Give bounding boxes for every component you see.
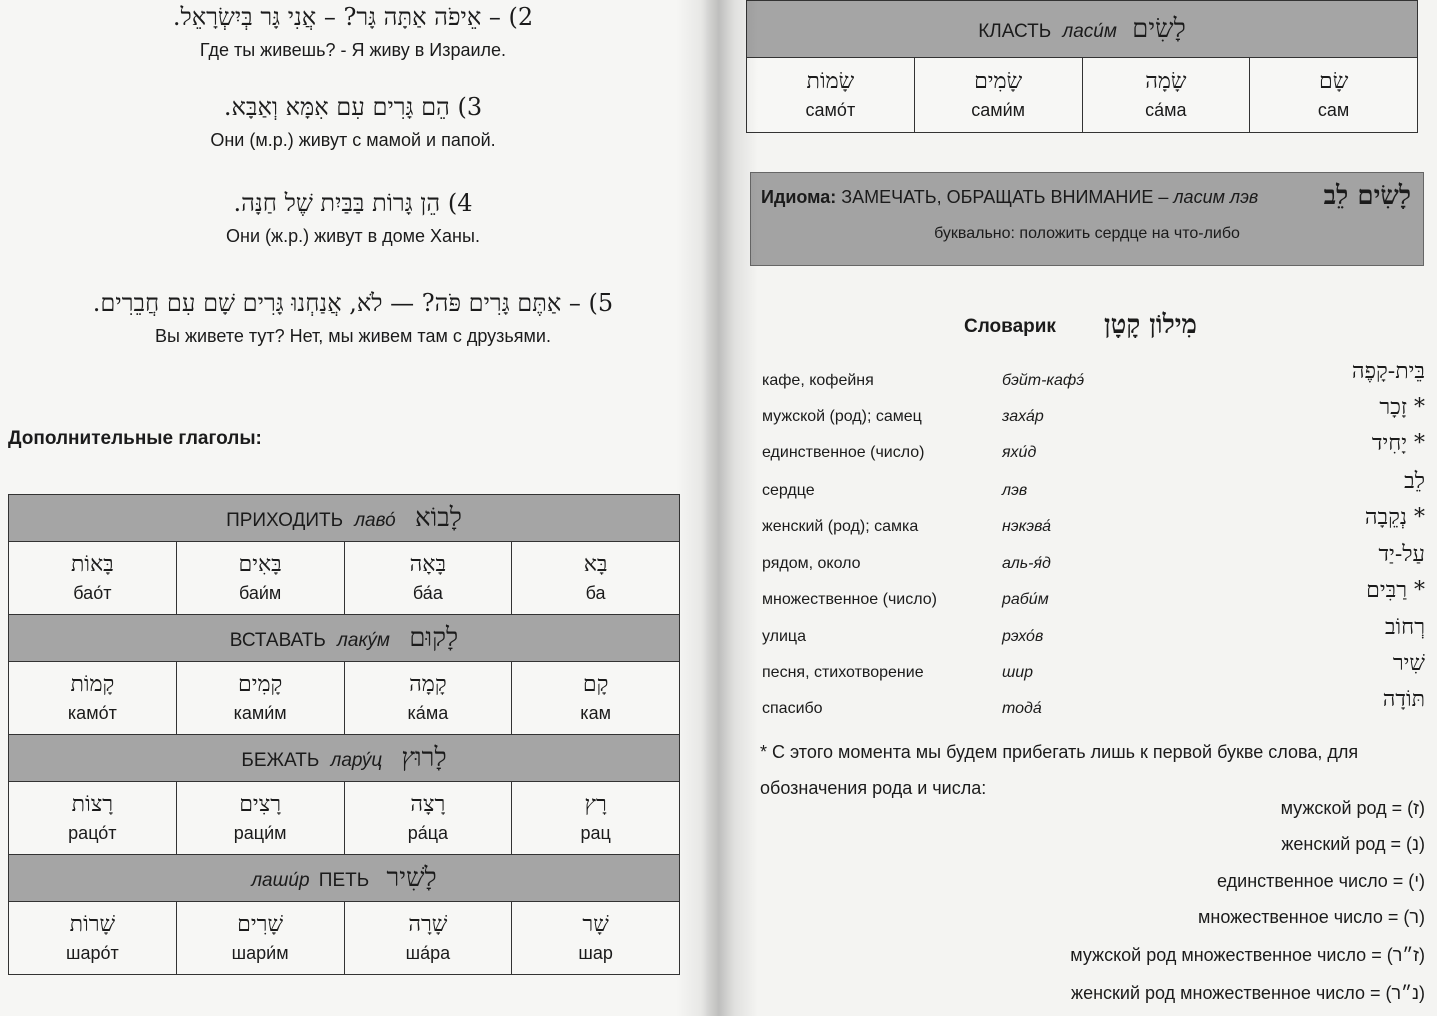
verb-header-get-up	[9, 615, 680, 662]
entry-translit: тода́	[1002, 700, 1042, 717]
form-hebrew: שָׂמוֹת	[806, 69, 855, 94]
form-translit: ками́м	[233, 703, 287, 723]
form-cell	[747, 58, 915, 133]
form-hebrew: בָּאוֹת	[70, 552, 114, 577]
form-hebrew: בָּאָה	[409, 552, 447, 577]
dictionary-entry	[706, 615, 1437, 664]
form-cell	[9, 662, 177, 735]
form-translit: камо́т	[67, 703, 117, 723]
dictionary-entry	[706, 651, 1437, 700]
form-cell	[512, 662, 680, 735]
form-hebrew: שָׁרָה	[408, 912, 448, 937]
idiom-box	[750, 172, 1424, 266]
verb-forms-row	[9, 902, 680, 975]
verb-forms-row	[9, 662, 680, 735]
verb-header-run	[9, 735, 680, 782]
entry-translit: заха́р	[1002, 408, 1044, 425]
entry-translit: лэв	[1002, 482, 1028, 499]
entry-russian: множественное (число)	[762, 591, 937, 608]
example-5	[0, 288, 706, 348]
example-russian: Они (ж.р.) живут в доме Ханы.	[226, 226, 480, 246]
form-cell	[344, 662, 512, 735]
verbs-table	[8, 494, 680, 975]
entry-hebrew: * יָחִיד	[1371, 431, 1425, 456]
form-hebrew: שָׁר	[582, 912, 609, 937]
dictionary-entry	[706, 359, 1437, 408]
verb-header-sing	[9, 855, 680, 902]
form-cell	[344, 782, 512, 855]
form-cell	[9, 902, 177, 975]
entry-russian: рядом, около	[762, 555, 861, 572]
legend-item: женский род = (נ)	[1281, 834, 1425, 854]
verb-header-put	[747, 1, 1418, 58]
verb-ru: ПРИХОДИТЬ	[226, 510, 344, 531]
verb-forms-row	[9, 782, 680, 855]
right-page	[706, 0, 1437, 1016]
form-hebrew: שָׂם	[1318, 69, 1349, 94]
form-cell	[1250, 58, 1418, 133]
form-cell	[176, 542, 344, 615]
idiom-label: Идиома:	[761, 187, 837, 207]
example-number: 2)	[508, 3, 534, 31]
form-cell	[1082, 58, 1250, 133]
example-russian: Они (м.р.) живут с мамой и папой.	[210, 130, 496, 150]
entry-russian: кафе, кофейня	[762, 372, 874, 389]
legend-item: женский род множественное число = (נ״ר)	[1071, 983, 1425, 1003]
dictionary-title: Словарик	[964, 316, 1056, 337]
form-hebrew: שָׂמָה	[1145, 69, 1187, 94]
form-translit: ша́ра	[405, 943, 451, 963]
verb-forms-row	[9, 542, 680, 615]
section-title: Дополнительные глаголы:	[8, 428, 262, 449]
form-hebrew: שָׁרִים	[237, 912, 284, 937]
form-translit: сами́м	[971, 100, 1026, 120]
example-3	[0, 92, 706, 152]
example-hebrew: הֵם גָּרִים עִם אִמָּא וְאַבָּא.	[223, 93, 450, 121]
verb-ru: БЕЖАТЬ	[241, 750, 320, 771]
entry-hebrew: * רַבִּים	[1366, 578, 1425, 603]
idiom-text: ЗАМЕЧАТЬ, ОБРАЩАТЬ ВНИМАНИЕ –	[841, 187, 1169, 207]
example-number: 5)	[588, 289, 614, 317]
example-russian: Где ты живешь? - Я живу в Израиле.	[199, 40, 507, 60]
form-cell	[176, 782, 344, 855]
example-hebrew: הֵן גָּרוֹת בַּבַּיִת שֶׁל חַנָּה.	[233, 189, 441, 217]
entry-translit: шир	[1002, 664, 1034, 681]
verb-hebrew: לָשִׁיר	[386, 863, 437, 893]
entry-translit: раби́м	[1002, 591, 1049, 608]
entry-russian: единственное (число)	[762, 444, 925, 461]
example-number: 4)	[447, 189, 473, 217]
form-cell	[176, 902, 344, 975]
form-translit: сам	[1317, 100, 1350, 120]
form-translit: ба́а	[412, 583, 443, 603]
form-translit: рац	[580, 823, 611, 843]
form-hebrew: רָצִים	[239, 792, 282, 817]
verb-translit: лаво́	[354, 510, 396, 531]
dictionary-entry	[706, 469, 1437, 518]
verb-put-table	[746, 0, 1418, 133]
legend-item: единственное число = (י)	[1217, 871, 1425, 891]
form-translit: шаро́т	[66, 943, 119, 963]
verb-translit: ласи́м	[1062, 21, 1117, 42]
form-hebrew: קָמוֹת	[70, 672, 115, 697]
abbreviation-note: * С этого момента мы будем прибегать лишь к первой букве слова, для обозначения рода и числа:	[760, 742, 1359, 798]
example-hebrew: – אַתֶּם גָּרִים פֹּה? — לֹא, אֲנַחְנוּ גָּרִים שָׁם עִם חֲבֵרִים.	[92, 289, 581, 317]
form-cell	[9, 542, 177, 615]
entry-hebrew: שִׁיר	[1392, 651, 1425, 676]
form-cell	[344, 902, 512, 975]
example-number: 3)	[457, 93, 483, 121]
form-translit: шар	[578, 943, 613, 963]
entry-translit: нэкэва́	[1002, 518, 1051, 535]
form-hebrew: קָמָה	[409, 672, 447, 697]
verb-header-come	[9, 495, 680, 542]
form-translit: ба	[585, 583, 606, 603]
entry-hebrew: בֵּית-קָפֶה	[1351, 359, 1425, 384]
dictionary-entry	[706, 395, 1437, 444]
form-translit: само́т	[805, 100, 856, 120]
example-russian: Вы живете тут? Нет, мы живем там с друзьями.	[155, 326, 551, 346]
verb-hebrew: לָרוּץ	[401, 743, 447, 773]
form-cell	[9, 782, 177, 855]
example-hebrew: – אֵיפֹה אַתָּה גָּר? – אֲנִי גָּר בְּיִשְׂרָאֵל.	[172, 3, 501, 31]
example-2	[0, 2, 706, 62]
dictionary-entry	[706, 542, 1437, 591]
legend-item: мужской род множественное число = (ז״ר)	[1070, 945, 1425, 965]
verb-translit: лаши́р	[251, 870, 310, 891]
verb-ru: ВСТАВАТЬ	[229, 630, 326, 651]
verb-translit: лару́ц	[330, 750, 383, 771]
form-hebrew: בָּא	[583, 552, 608, 577]
dictionary-entry	[706, 687, 1437, 736]
form-cell	[176, 662, 344, 735]
entry-russian: спасибо	[762, 700, 823, 717]
form-translit: рацо́т	[68, 823, 117, 843]
form-hebrew: רָצוֹת	[71, 792, 114, 817]
dictionary-title-hebrew: מִילוֹן קָטָן	[1104, 310, 1197, 340]
form-hebrew: שָׂמִים	[974, 69, 1023, 94]
form-hebrew: רָצָה	[410, 792, 446, 817]
form-translit: ра́ца	[407, 823, 449, 843]
entry-translit: яхи́д	[1002, 444, 1037, 461]
entry-translit: бэйт-кафэ́	[1002, 372, 1085, 389]
example-4	[0, 188, 706, 248]
form-translit: са́ма	[1145, 100, 1187, 120]
legend-item: множественное число = (ר)	[1198, 907, 1425, 927]
form-hebrew: שָׁרוֹת	[69, 912, 116, 937]
dictionary-entry	[706, 431, 1437, 480]
left-page	[0, 0, 706, 1016]
form-translit: раци́м	[233, 823, 287, 843]
dictionary-entry	[706, 505, 1437, 554]
entry-translit: рэхо́в	[1002, 628, 1044, 645]
idiom-literal: буквально: положить сердце на что-либо	[934, 225, 1240, 242]
entry-hebrew: * נְקֵבָה	[1364, 505, 1425, 530]
form-cell	[512, 902, 680, 975]
verb-hebrew: לָבוֹא	[414, 503, 462, 533]
form-translit: шари́м	[231, 943, 289, 963]
form-translit: кам	[580, 703, 611, 723]
verb-forms-row	[747, 58, 1418, 133]
form-translit: бао́т	[73, 583, 112, 603]
form-hebrew: קָם	[582, 672, 609, 697]
verb-hebrew: לָשִׂים	[1132, 14, 1186, 44]
form-cell	[512, 542, 680, 615]
entry-russian: женский (род); самка	[762, 518, 919, 535]
form-translit: ка́ма	[407, 703, 449, 723]
form-cell	[344, 542, 512, 615]
form-translit: баи́м	[238, 583, 282, 603]
entry-russian: песня, стихотворение	[762, 664, 924, 681]
entry-translit: аль-я́д	[1002, 555, 1051, 572]
verb-ru: КЛАСТЬ	[978, 21, 1052, 42]
verb-translit: лаку́м	[337, 630, 390, 651]
form-cell	[512, 782, 680, 855]
entry-hebrew: לֵב	[1404, 469, 1425, 494]
idiom-hebrew: לָשִׂים לֵב	[1323, 181, 1411, 211]
entry-hebrew: תּוֹדָה	[1382, 687, 1425, 712]
entry-hebrew: * זָכָר	[1379, 395, 1425, 420]
form-hebrew: רָץ	[584, 792, 607, 817]
entry-hebrew: עַל-יַד	[1378, 542, 1425, 567]
form-hebrew: קָמִים	[237, 672, 283, 697]
form-cell	[914, 58, 1082, 133]
verb-ru: ПЕТЬ	[318, 870, 370, 891]
entry-russian: мужской (род); самец	[762, 408, 922, 425]
dictionary-entry	[706, 578, 1437, 627]
idiom-translit: ласим лэв	[1173, 187, 1259, 207]
verb-hebrew: לָקוּם	[409, 623, 459, 653]
entry-russian: сердце	[762, 482, 815, 499]
entry-russian: улица	[762, 628, 806, 645]
legend-item: мужской род = (ז)	[1280, 798, 1425, 818]
entry-hebrew: רְחוֹב	[1384, 615, 1425, 640]
form-hebrew: בָּאִים	[238, 552, 282, 577]
